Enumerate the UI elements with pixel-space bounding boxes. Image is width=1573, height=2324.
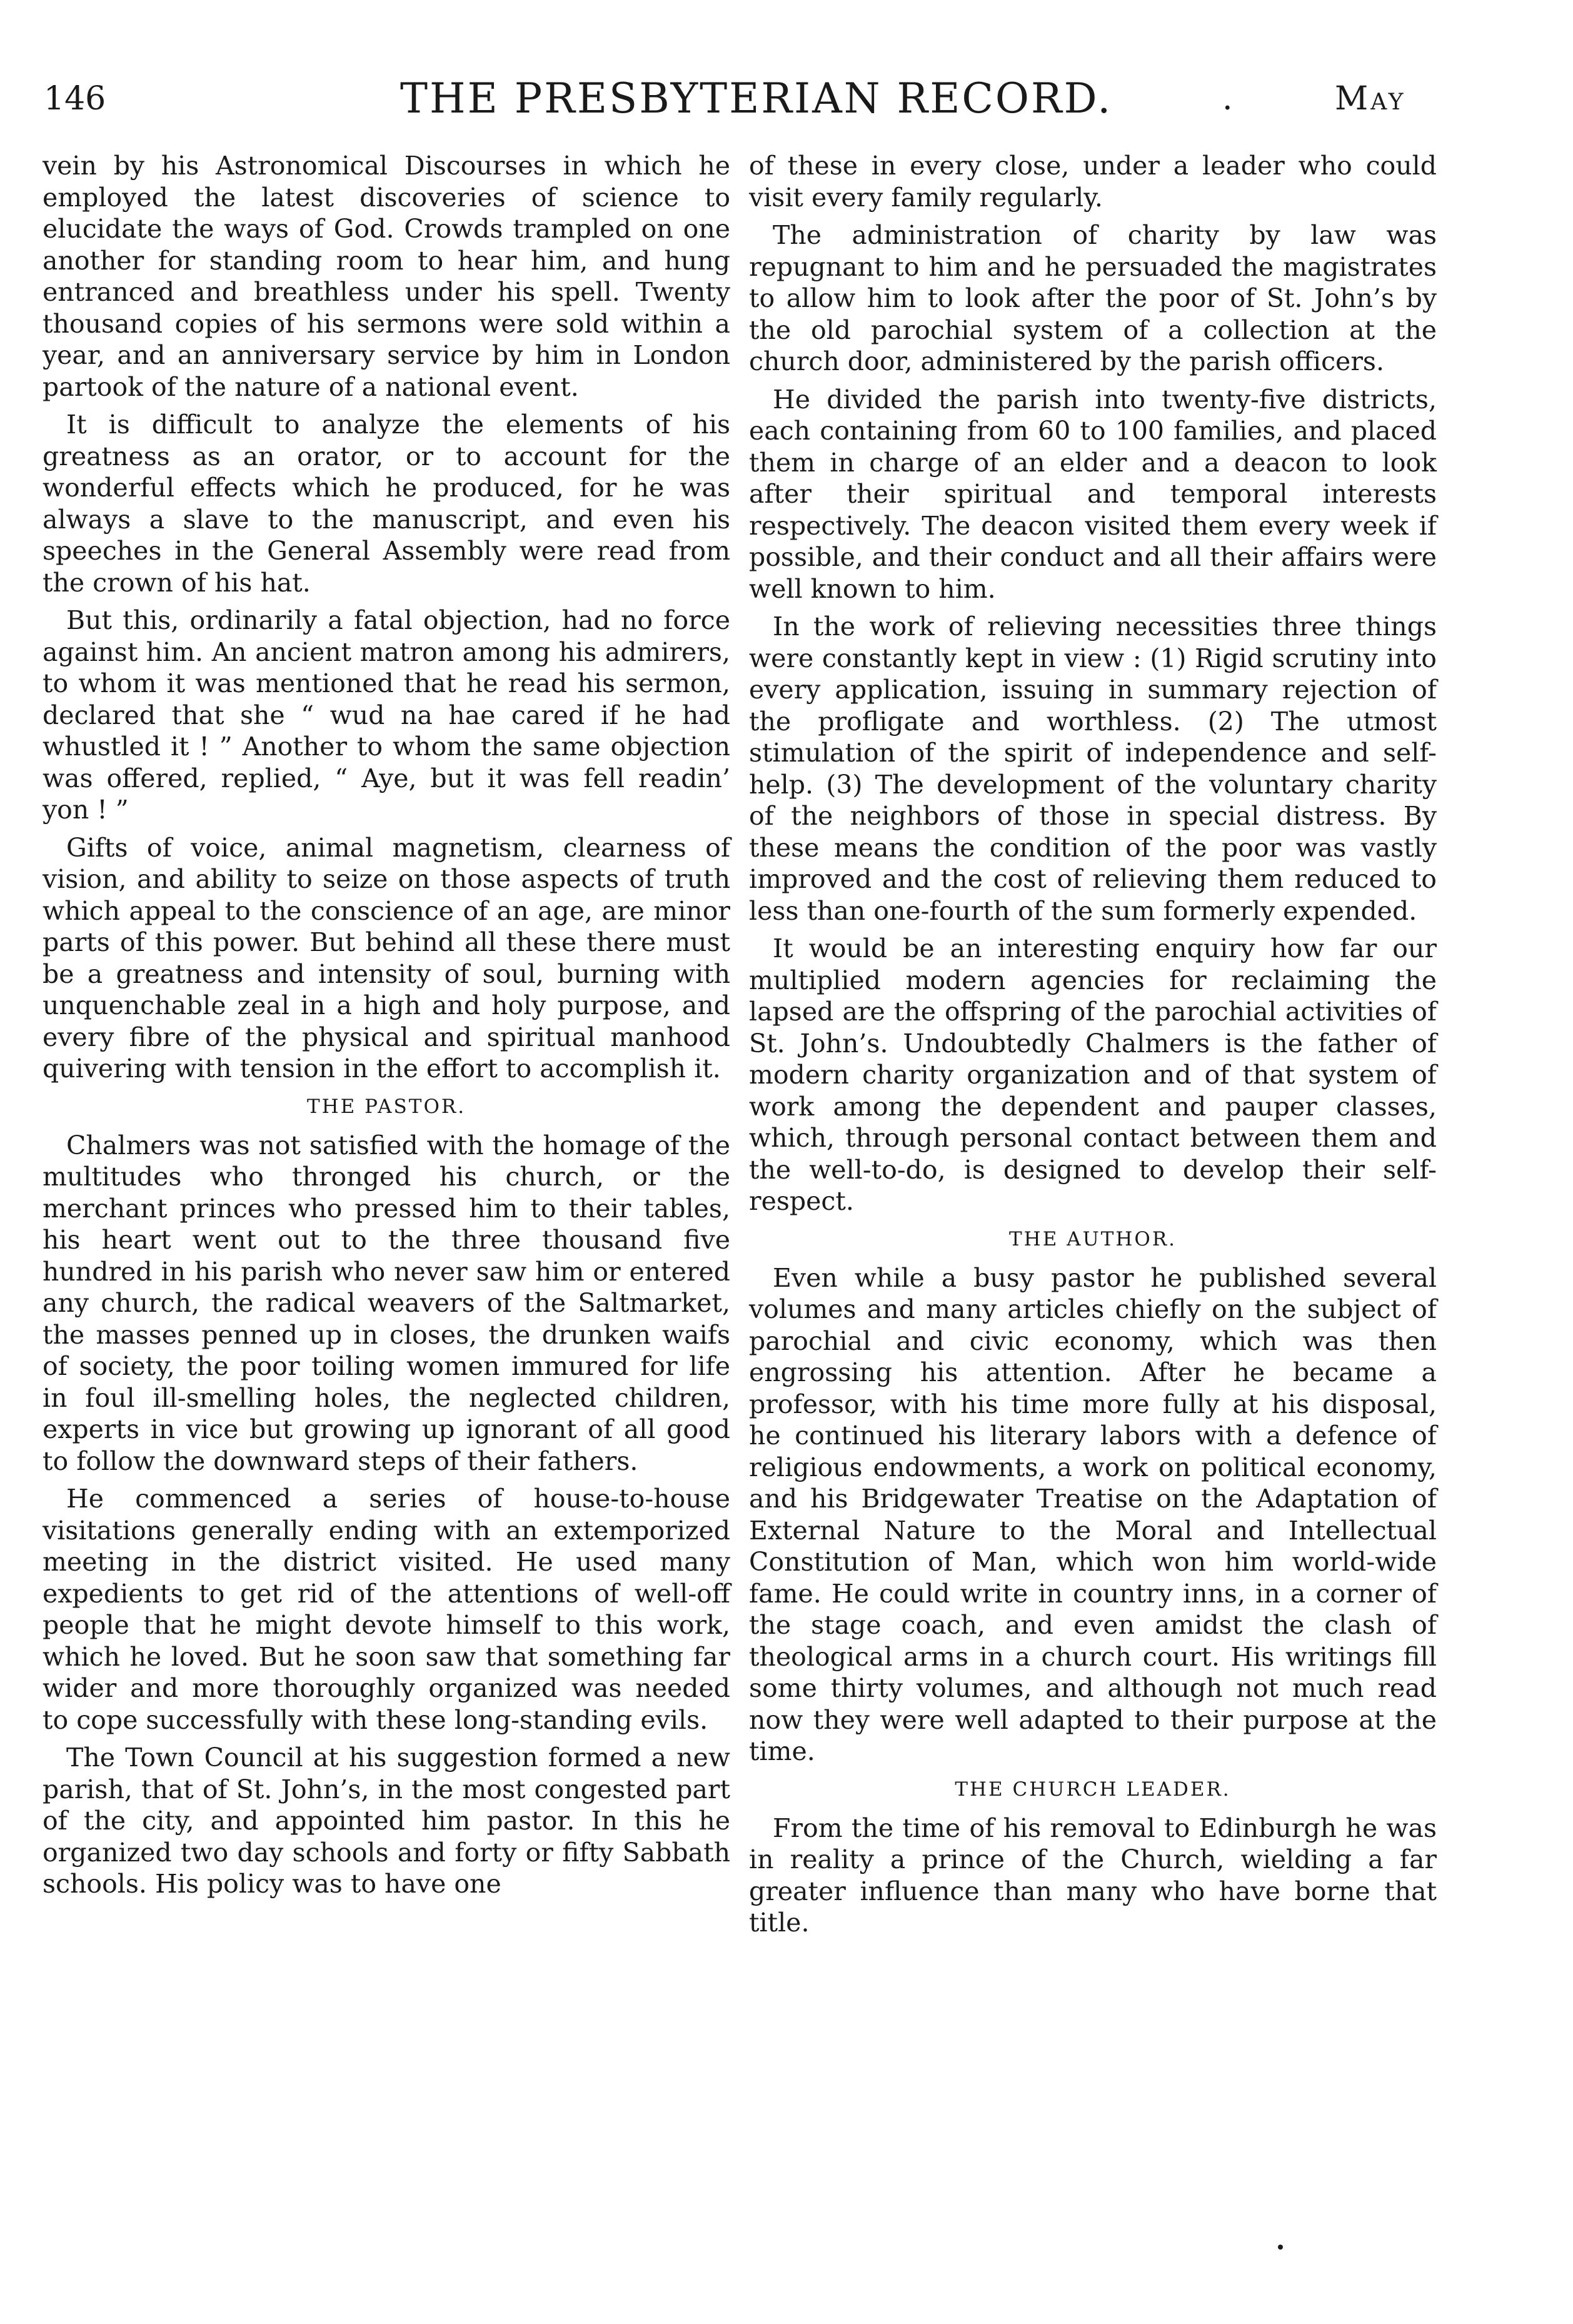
paragraph: It is difficult to analyze the elements of his greatness as an orator, or to account for the wonderful effects which he produced, for he was always a slave to the manuscript, and even his speeches in the General Assembly were read from the crown of his hat. xyxy=(43,410,730,598)
paragraph: Gifts of voice, animal magnetism, clearness of vision, and ability to seize on those aspects of truth which appeal to the conscience of an age, are minor parts of this power. But behind all these there must be a greatness and intensity of soul, burning with unquenchable zeal in a high and holy purpose, and every fibre of the physical and spiritual manhood quivering with tension in the effort to accomplish it. xyxy=(43,832,730,1084)
page-header xyxy=(44,68,1406,130)
section-heading: THE CHURCH LEADER. xyxy=(955,1778,1231,1801)
paragraph: of these in every close, under a leader who could visit every family regularly. xyxy=(749,151,1437,213)
section-heading: THE PASTOR. xyxy=(306,1095,466,1118)
paragraph: Chalmers was not satisfied with the homage of the multitudes who thronged his church, or the merchant princes who pressed him to their tables, his heart went out to the three thousand five hundred in his parish who never saw him or entered any church, the radical weavers of the Saltmarket, the masses penned up in closes, the drunken waifs of society, the poor toiling women immured for life in foul ill-smelling holes, the neglected children, experts in vice but growing up ignorant of all good to follow the downward steps of their fathers. xyxy=(43,1130,730,1476)
paragraph: He commenced a series of house-to-house visitations generally ending with an extemporized meeting in the district visited. He used many expedients to get rid of the attentions of well-off people that he might devote himself to this work, which he loved. But he soon saw that something far wider and more thoroughly organized was needed to cope successfully with these long-standing evils. xyxy=(43,1484,730,1735)
paragraph: Even while a busy pastor he published several volumes and many articles chiefly on the subject of parochial and civic economy, which was then engrossing his attention. After he became a professor, with his time more fully at his disposal, he continued his literary labors with a defence of religious endowments, a work on political economy, and his Bridgewater Treatise on the Adaptation of External Nature to the Moral and Intellectual Constitution of Man, which won him world-wide fame. He could write in country inns, in a corner of the stage coach, and even amidst the clash of theological arms in a church court. His writings fill some thirty volumes, and although not much read now they were well adapted to their purpose at the time. xyxy=(749,1262,1437,1766)
section-heading: THE AUTHOR. xyxy=(1008,1227,1177,1250)
page-number: 146 xyxy=(44,80,106,118)
paragraph: The administration of charity by law was repugnant to him and he persuaded the magistrates to allow him to look after the poor of St. John’s by the old parochial system of a collection at the church door, administered by the parish officers. xyxy=(749,220,1437,376)
paragraph: vein by his Astronomical Discourses in which he employed the latest discoveries of science to elucidate the ways of God. Crowds trampled on one another for standing room to hear him, and hung entranced and breathless under his spell. Twenty thousand copies of his sermons were sold within a year, and an anniversary service by him in London partook of the nature of a national event. xyxy=(43,151,730,402)
header-separator: . xyxy=(1222,80,1233,118)
paragraph: He divided the parish into twenty-five districts, each containing from 60 to 100 families, and placed them in charge of an elder and a deacon to look after their spiritual and temporal interests respectively. The deacon visited them every week if possible, and their conduct and all their affairs were well known to him. xyxy=(749,384,1437,604)
journal-title: THE PRESBYTERIAN RECORD. xyxy=(400,74,1113,123)
paragraph: In the work of relieving necessities three things were constantly kept in view : (1) Rigid scrutiny into every application, issuing in summary rejection of the profligate and worthless. (2) The utmost stimulation of the spirit of independence and self-help. (3) The development of the voluntary charity of the neighbors of those in special distress. By these means the condition of the poor was vastly improved and the cost of relieving them reduced to less than one-fourth of the sum formerly expended. xyxy=(749,611,1437,926)
right-column xyxy=(749,150,1437,1945)
paragraph: It would be an interesting enquiry how far our multiplied modern agencies for reclaiming the lapsed are the offspring of the parochial activities of St. John’s. Undoubtedly Chalmers is the father of modern charity organization and of that system of work among the dependent and pauper classes, which, through personal contact between them and the well-to-do, is designed to develop their self-respect. xyxy=(749,933,1437,1216)
issue-month: May xyxy=(1335,80,1406,118)
end-mark xyxy=(1278,2245,1283,2250)
paragraph: From the time of his removal to Edinburgh he was in reality a prince of the Church, wielding a far greater influence than many who have borne that title. xyxy=(749,1813,1437,1938)
paragraph: But this, ordinarily a fatal objection, had no force against him. An ancient matron among his admirers, to whom it was mentioned that he read his sermon, declared that she “ wud na hae cared if he had whustled it ! ” Another to whom the same objection was offered, replied, “ Aye, but it was fell readin’ yon ! ” xyxy=(43,605,730,825)
left-column xyxy=(43,150,730,1906)
paragraph: The Town Council at his suggestion formed a new parish, that of St. John’s, in the most congested part of the city, and appointed him pastor. In this he organized two day schools and forty or fifty Sabbath schools. His policy was to have one xyxy=(43,1743,730,1899)
